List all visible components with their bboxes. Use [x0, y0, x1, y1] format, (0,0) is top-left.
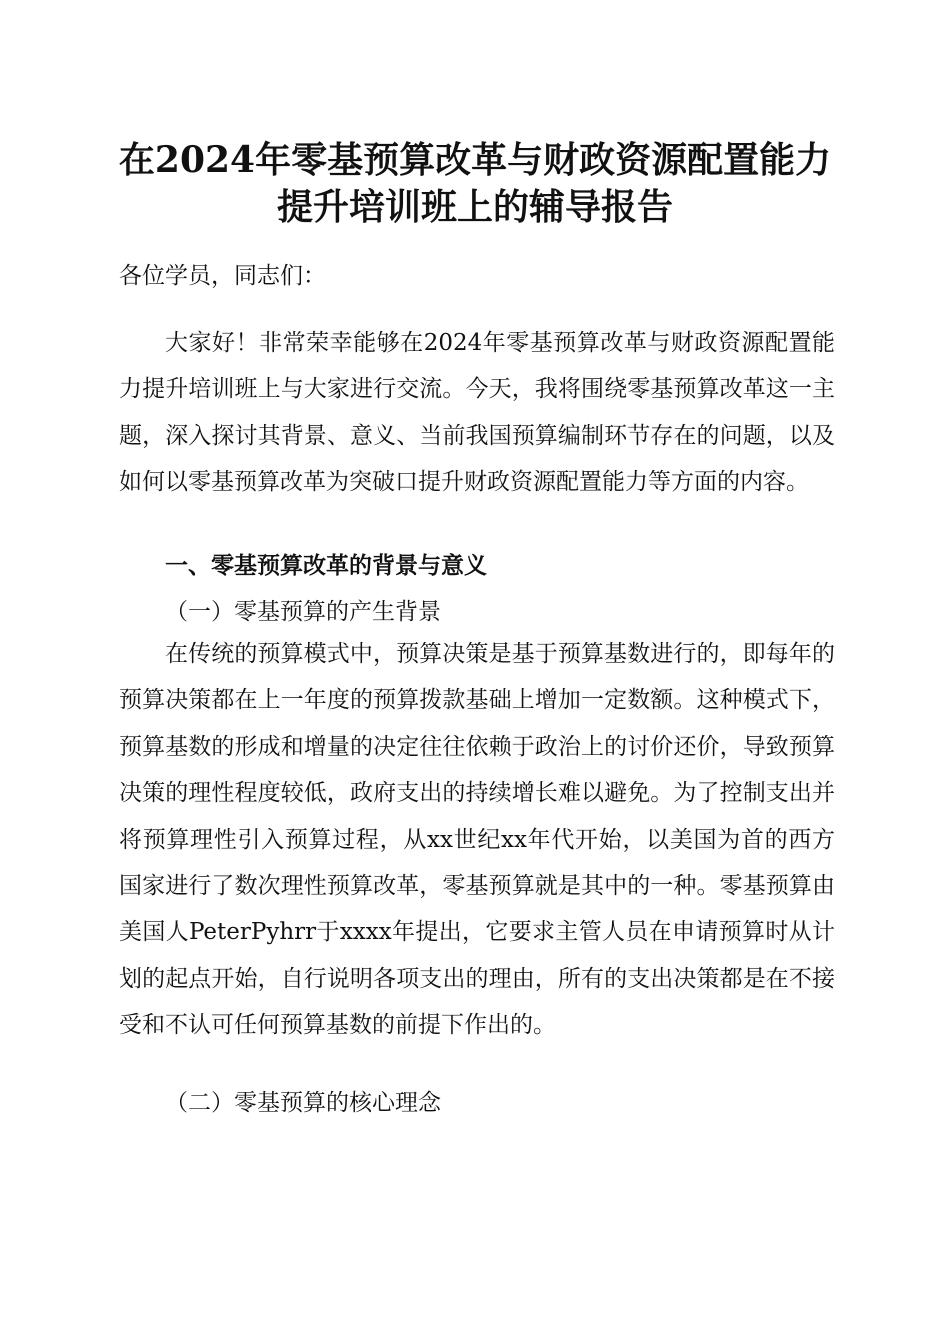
- salutation: 各位学员，同志们：: [119, 263, 326, 289]
- section-heading-1: 一、零基预算改革的背景与意义: [165, 553, 487, 579]
- document-title-line-2: 提升培训班上的辅导报告: [276, 186, 673, 228]
- subsection-heading-1: （一）零基预算的产生背景: [165, 599, 441, 625]
- document-title-line-1: 在2024年零基预算改革与财政资源配置能力: [118, 139, 832, 181]
- intro-paragraph: 大家好！非常荣幸能够在2024年零基预算改革与财政资源配置能力提升培训班上与大家进行交流。今天，我将围绕零基预算改革这一主题，深入探讨其背景、意义、当前我国预算编制环节存在的问题，以及如何以零基预算改革为突破口提升财政资源配置能力等方面的内容。: [119, 330, 835, 496]
- subsection-1-paragraph: 在传统的预算模式中，预算决策是基于预算基数进行的，即每年的预算决策都在上一年度的预算拨款基础上增加一定数额。这种模式下，预算基数的形成和增量的决定往往依赖于政治上的讨价还价，导致预算决策的理性程度较低，政府支出的持续增长难以避免。为了控制支出并将预算理性引入预算过程，从xx世纪xx年代开始，以美国为首的西方国家进行了数次理性预算改革，零基预算就是其中的一种。零基预算由美国人PeterPyhrr于xxxx年提出，它要求主管人员在申请预算时从计划的起点开始，自行说明各项支出的理由，所有的支出决策都是在不接受和不认可任何预算基数的前提下作出的。: [119, 641, 835, 1039]
- subsection-heading-2: （二）零基预算的核心理念: [165, 1090, 441, 1116]
